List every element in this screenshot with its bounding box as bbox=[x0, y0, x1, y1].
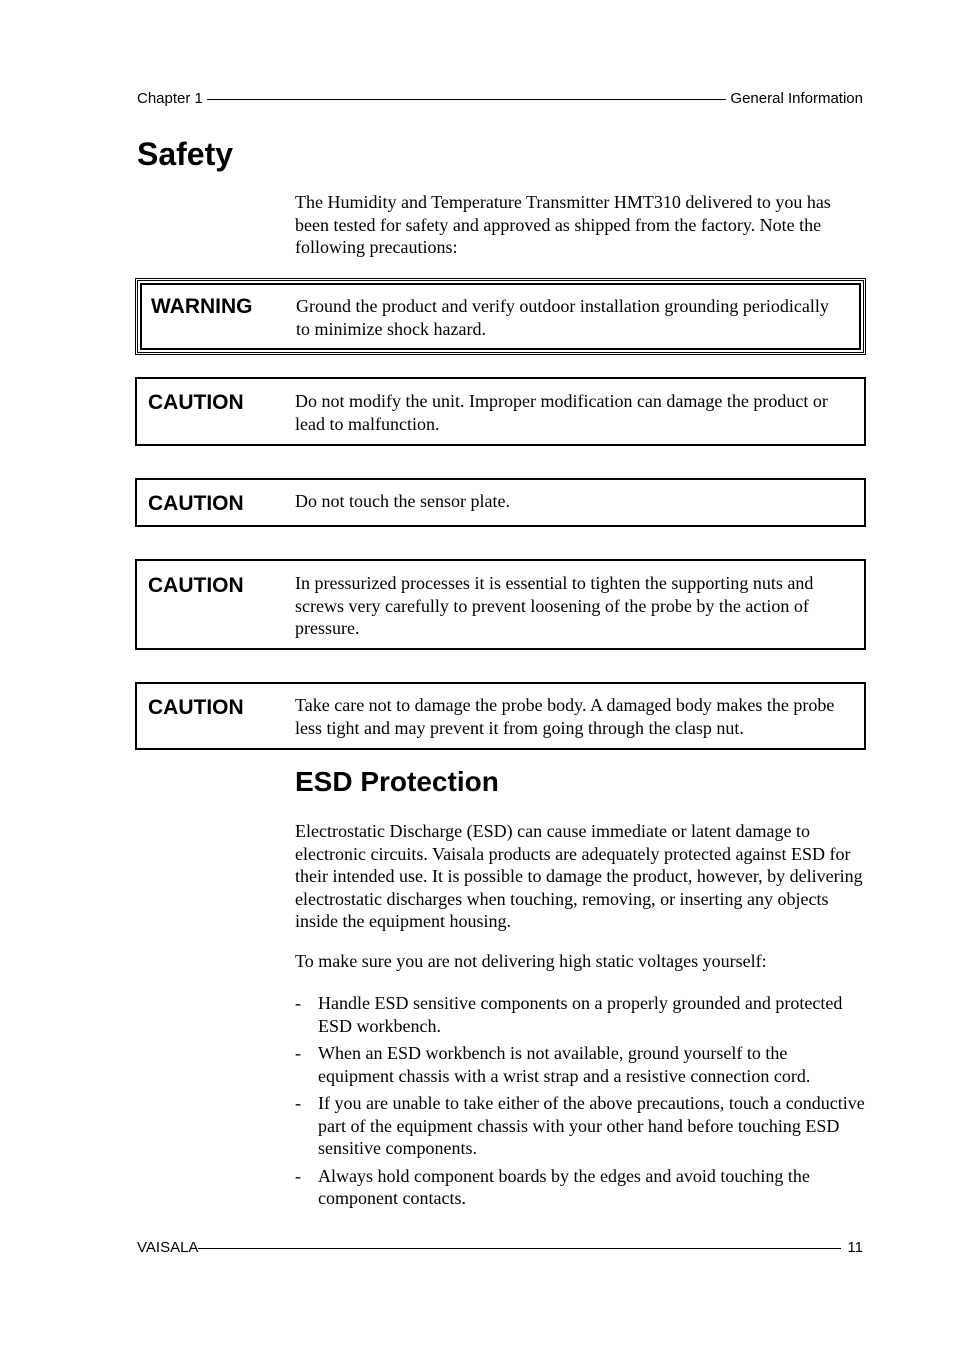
esd-paragraph: Electrostatic Discharge (ESD) can cause immediate or latent damage to electronic circuits. Vaisala products are adequately protected against ESD for their intended use. It is possible to damage the product, however, by delivering electrostatic discharges when touching, removing, or inserting any objects inside the equipment housing. bbox=[295, 821, 863, 931]
list-item-text: If you are unable to take either of the above precautions, touch a conductive part of the equipment chassis with your other hand before touching ESD sensitive components. bbox=[318, 1093, 865, 1158]
chapter-label: Chapter 1 bbox=[137, 90, 203, 107]
esd-instruction: To make sure you are not delivering high static voltages yourself: bbox=[295, 951, 767, 971]
caution-notice bbox=[135, 559, 866, 650]
list-item-text: Handle ESD sensitive components on a properly grounded and protected ESD workbench. bbox=[318, 993, 843, 1036]
caution-notice bbox=[135, 478, 866, 527]
bullet-marker: - bbox=[295, 993, 301, 1013]
bullet-marker: - bbox=[295, 1093, 301, 1113]
list-item-text: When an ESD workbench is not available, ground yourself to the equipment chassis with a wrist strap and a resistive connection cord. bbox=[318, 1043, 811, 1086]
notice-text: In pressurized processes it is essential to tighten the supporting nuts and screws very carefully to prevent loosening of the probe by the action of pressure. bbox=[295, 573, 814, 638]
notice-label: CAUTION bbox=[148, 574, 244, 597]
warning-notice bbox=[135, 278, 866, 355]
footer-rule bbox=[198, 1248, 841, 1249]
esd-heading: ESD Protection bbox=[295, 766, 499, 797]
notice-text: Take care not to damage the probe body. A damaged body makes the probe less tight and may prevent it from going through the clasp nut. bbox=[295, 695, 835, 738]
company-label: VAISALA bbox=[137, 1239, 199, 1256]
notice-label: CAUTION bbox=[148, 696, 244, 719]
notice-text: Do not touch the sensor plate. bbox=[295, 491, 510, 511]
notice-label: WARNING bbox=[151, 295, 253, 318]
notice-text: Do not modify the unit. Improper modification can damage the product or lead to malfunction. bbox=[295, 391, 828, 434]
bullet-marker: - bbox=[295, 1165, 301, 1186]
header-rule bbox=[207, 99, 727, 100]
page-number: 11 bbox=[847, 1239, 863, 1256]
bullet-marker: - bbox=[295, 1043, 301, 1063]
page-footer bbox=[137, 1239, 863, 1259]
section-label: General Information bbox=[730, 90, 863, 107]
list-item bbox=[295, 1165, 865, 1210]
caution-notice bbox=[135, 682, 866, 750]
notice-label: CAUTION bbox=[148, 391, 244, 414]
caution-notice bbox=[135, 377, 866, 446]
intro-paragraph: The Humidity and Temperature Transmitter HMT310 delivered to you has been tested for safety and approved as shipped from the factory. Note the following precautions: bbox=[295, 192, 831, 257]
notice-text: Ground the product and verify outdoor installation grounding periodically to minimize shock hazard. bbox=[296, 296, 829, 339]
list-item-text: Always hold component boards by the edges and avoid touching the component contacts. bbox=[318, 1165, 810, 1208]
page-title: Safety bbox=[137, 136, 234, 172]
esd-precautions-list bbox=[295, 992, 865, 1215]
notice-label: CAUTION bbox=[148, 492, 244, 515]
list-item bbox=[295, 1042, 865, 1087]
list-item bbox=[295, 992, 865, 1037]
page-header bbox=[137, 90, 863, 110]
list-item bbox=[295, 1092, 865, 1160]
